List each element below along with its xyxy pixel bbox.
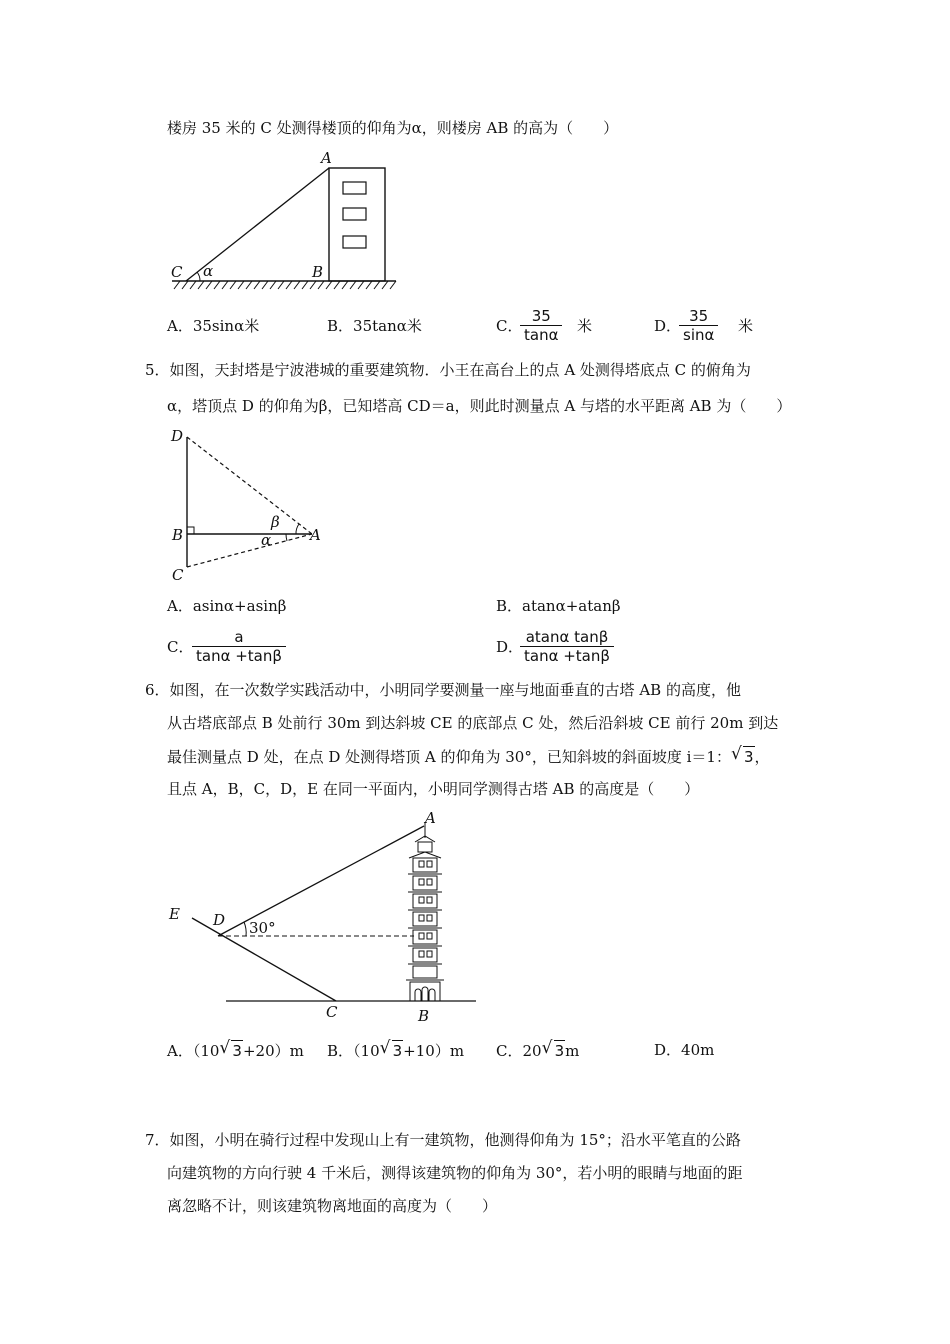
q6-label-a: A — [425, 809, 436, 827]
q5-option-d-label[interactable]: D． — [496, 638, 524, 656]
q6-option-c-post: m — [565, 1042, 580, 1060]
q7-text-line3: 离忽略不计，则该建筑物离地面的高度为（ ） — [167, 1197, 498, 1215]
q6-option-b-post: +10）m — [403, 1042, 465, 1060]
q5-label-d: D — [171, 427, 184, 445]
q5-label-b: B — [172, 526, 184, 544]
pagoda-icon — [406, 822, 444, 1001]
q6-option-b-pre: B．（10 — [327, 1042, 380, 1060]
q7-text-line1: 7．如图，小明在骑行过程中发现山上有一建筑物，他测得仰角为 15°；沿水平笔直的公路 — [145, 1131, 741, 1149]
q5-option-b[interactable]: B．atanα+atanβ — [496, 597, 621, 615]
q6-text-line3-body: 最佳测量点 D 处，在点 D 处测得塔顶 A 的仰角为 30°，已知斜坡的斜面坡度 i＝1： — [167, 748, 731, 766]
q6-text-line2: 从古塔底部点 B 处前行 30m 到达斜坡 CE 的底部点 C 处，然后沿斜坡 CE 前行 20m 到达 — [167, 714, 779, 732]
q6-option-a[interactable] — [167, 1040, 304, 1061]
q4-option-d-numerator: 35 — [689, 307, 709, 325]
q5-text-line1: 5．如图，天封塔是宁波港城的重要建筑物．小王在高台上的点 A 处测得塔底点 C 的俯角为 — [145, 361, 751, 379]
q4-label-a: A — [321, 149, 332, 167]
q6-option-c[interactable] — [496, 1040, 579, 1061]
q6-option-b-sqrt: √ 3 — [379, 1038, 403, 1060]
q4-label-alpha: α — [203, 262, 214, 280]
q5-option-c-denominator: tanα +tanβ — [196, 647, 282, 665]
q5-label-alpha: α — [261, 531, 272, 549]
q5-option-c-numerator: a — [234, 628, 244, 646]
q5-option-a[interactable]: A．asinα+asinβ — [167, 597, 287, 615]
q6-sqrt: √ 3 — [730, 744, 754, 766]
q6-label-b: B — [418, 1007, 430, 1025]
q5-label-a: A — [310, 526, 321, 544]
q6-option-d[interactable]: D．40m — [654, 1041, 715, 1059]
q4-option-c-label[interactable]: C． — [496, 317, 523, 335]
q6-option-a-post: +20）m — [242, 1042, 304, 1060]
q6-sqrt-radicand: 3 — [743, 748, 754, 766]
q6-option-b[interactable] — [327, 1040, 464, 1061]
q4-label-b: B — [312, 263, 324, 281]
q4-text: 楼房 35 米的 C 处测得楼顶的仰角为α，则楼房 AB 的高为（ ） — [167, 119, 619, 137]
q4-option-c-denominator: tanα — [524, 326, 559, 344]
q4-option-d-denominator: sinα — [683, 326, 715, 344]
q6-option-a-radicand: 3 — [232, 1042, 242, 1060]
q6-option-c-radicand: 3 — [554, 1042, 565, 1060]
q5-option-c-label[interactable]: C． — [167, 638, 194, 656]
q5-option-d-numerator: atanα tanβ — [525, 628, 609, 646]
q6-label-e: E — [169, 905, 180, 923]
q6-option-a-sqrt: √ 3 — [219, 1038, 242, 1060]
q6-label-c: C — [326, 1003, 338, 1021]
q4-option-b[interactable]: B．35tanα米 — [327, 317, 422, 335]
q6-text-line1: 6．如图，在一次数学实践活动中，小明同学要测量一座与地面垂直的古塔 AB 的高度，他 — [145, 681, 741, 699]
q4-option-d-label[interactable]: D． — [654, 317, 682, 335]
q4-label-c: C — [171, 263, 183, 281]
q5-text-line2: α，塔顶点 D 的仰角为β，已知塔高 CD＝a，则此时测量点 A 与塔的水平距离 AB 为（ ） — [167, 397, 792, 415]
q6-option-c-sqrt: √ 3 — [541, 1038, 565, 1060]
q6-text-line3-end: ， — [754, 748, 770, 766]
q5-label-beta: β — [271, 513, 280, 531]
q5-option-d-denominator: tanα +tanβ — [524, 647, 610, 665]
q6-label-d: D — [213, 911, 226, 929]
q6-label-angle: 30° — [249, 919, 276, 937]
q6-text-line4: 且点 A，B，C，D，E 在同一平面内，小明同学测得古塔 AB 的高度是（ ） — [167, 780, 700, 798]
q5-label-c: C — [172, 566, 184, 584]
q6-option-c-pre: C．20 — [496, 1042, 542, 1060]
q4-option-c-unit: 米 — [577, 317, 593, 335]
q4-option-d-unit: 米 — [738, 317, 754, 335]
q4-option-c-numerator: 35 — [531, 307, 551, 325]
q7-text-line2: 向建筑物的方向行驶 4 千米后，测得该建筑物的仰角为 30°，若小明的眼睛与地面的距 — [167, 1164, 743, 1182]
q6-option-a-pre: A．（10 — [167, 1042, 220, 1060]
q6-option-b-radicand: 3 — [392, 1042, 403, 1060]
q4-option-a[interactable]: A．35sinα米 — [167, 317, 260, 335]
